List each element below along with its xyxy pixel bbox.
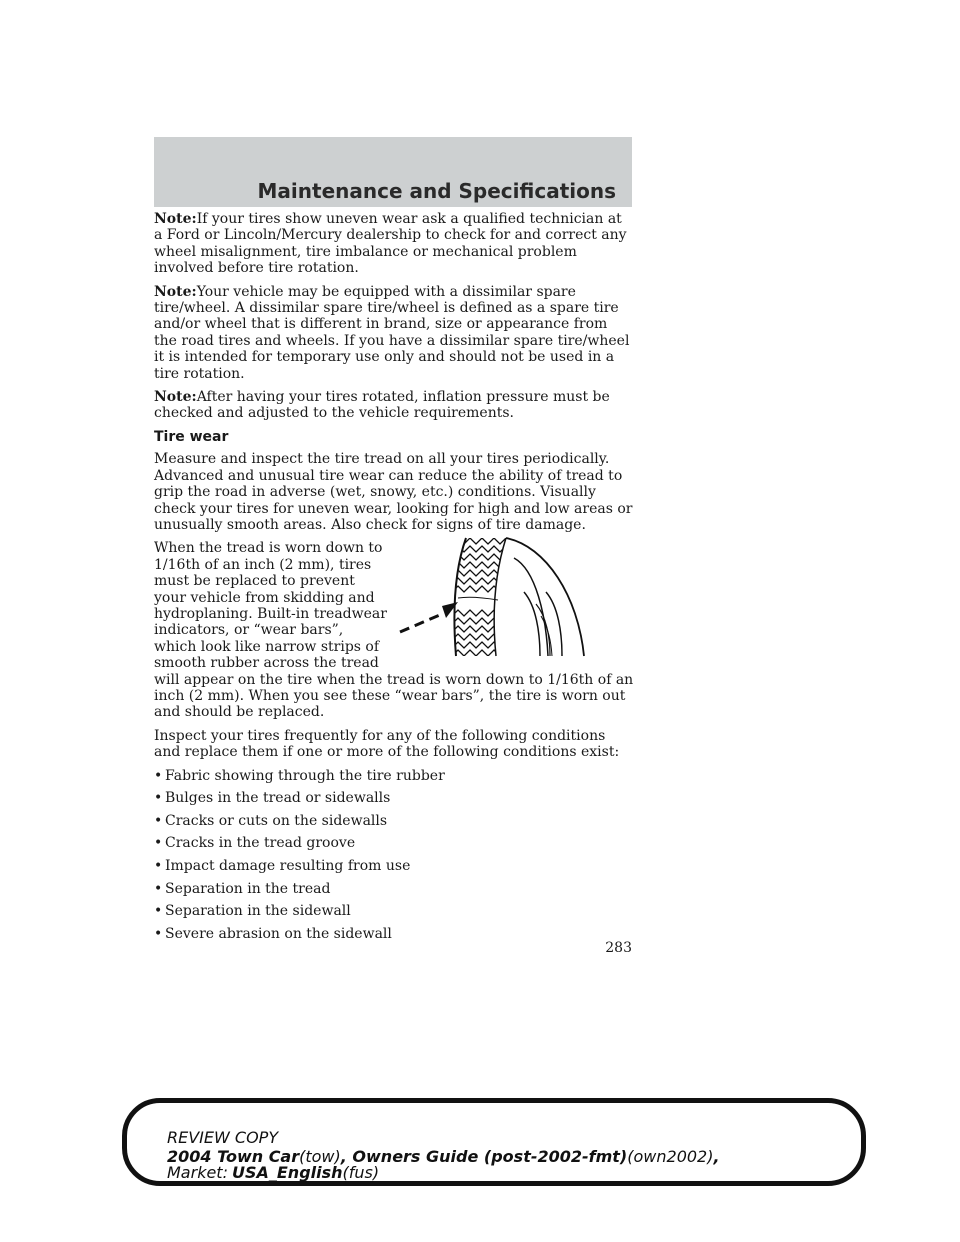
bullet-icon: •	[154, 767, 163, 784]
market-line: Market: USA_English(fus)	[167, 1163, 380, 1182]
note-label: Note:	[154, 283, 197, 300]
wear-bars-block	[154, 540, 634, 720]
review-copy-box	[122, 1098, 866, 1186]
note-text: After having your tires rotated, inflation pressure must be checked and adjusted to the vehicle requirements.	[154, 389, 610, 422]
section-header-band	[154, 137, 632, 207]
note-label: Note:	[154, 389, 197, 406]
tire-wear-paragraph-3: Inspect your tires frequently for any of the following conditions and replace them if one or more of the following conditions exist:	[154, 727, 620, 761]
list-item: • Cracks in the tread groove	[154, 835, 356, 852]
tire-wear-bar-illustration	[396, 536, 636, 658]
list-item: • Severe abrasion on the sidewall	[154, 925, 392, 942]
page-content	[154, 211, 634, 948]
note-1	[154, 211, 634, 277]
note-label: Note:	[154, 211, 197, 227]
damage-conditions-list	[154, 768, 634, 943]
bullet-icon: •	[154, 790, 163, 807]
note-3	[154, 389, 634, 422]
review-copy-label: REVIEW COPY	[167, 1128, 279, 1147]
list-item: • Fabric showing through the tire rubber	[154, 767, 445, 784]
bullet-icon: •	[154, 857, 163, 874]
bullet-icon: •	[154, 925, 163, 942]
note-2	[154, 284, 634, 382]
bullet-icon: •	[154, 835, 163, 852]
list-item: • Separation in the tread	[154, 880, 331, 897]
bullet-icon: •	[154, 812, 163, 829]
list-item: • Impact damage resulting from use	[154, 857, 411, 874]
list-item: • Separation in the sidewall	[154, 903, 351, 920]
list-item: • Cracks or cuts on the sidewalls	[154, 812, 388, 829]
note-text: Your vehicle may be equipped with a dissimilar spare tire/wheel. A dissimilar spare tire/wheel is defined as a spare tire and/or wheel that is different in brand, size or appearance from the road tires and wheels. If you have a dissimilar spare tire/wheel it is intended for temporary use only and should not be used in a tire rotation.	[154, 283, 630, 382]
bullet-icon: •	[154, 880, 163, 897]
wear-bar-arrow-icon	[400, 602, 458, 632]
wear-bar-line	[458, 597, 498, 600]
list-item: • Bulges in the tread or sidewalls	[154, 790, 391, 807]
tire-wear-heading: Tire wear	[154, 428, 229, 445]
tire-wear-paragraph-2: When the tread is worn down to 1/16th of an inch (2 mm), tires must be replaced to prevent your vehicle from skidding and hydroplaning. Built-in treadwear indicators, or “wear bars”, which look like narrow strips of smooth rubber across the tread will appear on the tire when the tread is worn down to 1/16th of an inch (2 mm). When you see these “wear bars”, the tire is worn out and should be replaced.	[154, 540, 634, 721]
page-number: 283	[605, 940, 632, 956]
document-info-line: 2004 Town Car(tow), Owners Guide (post-2002-fmt)(own2002),	[167, 1147, 720, 1166]
section-title: Maintenance and Specifications	[257, 179, 616, 203]
note-text: If your tires show uneven wear ask a qualified technician at a Ford or Lincoln/Mercury dealership to check for and correct any wheel misalignment, tire imbalance or mechanical problem involved before tire rotation.	[154, 211, 627, 277]
bullet-icon: •	[154, 903, 163, 920]
tire-wear-paragraph-1: Measure and inspect the tire tread on all your tires periodically. Advanced and unusual tire wear can reduce the ability of tread to grip the road in adverse (wet, snowy, etc.) conditions. Visually check your tires for uneven wear, looking for high and low areas or unusually smooth areas. Also check for signs of tire damage.	[154, 451, 633, 533]
